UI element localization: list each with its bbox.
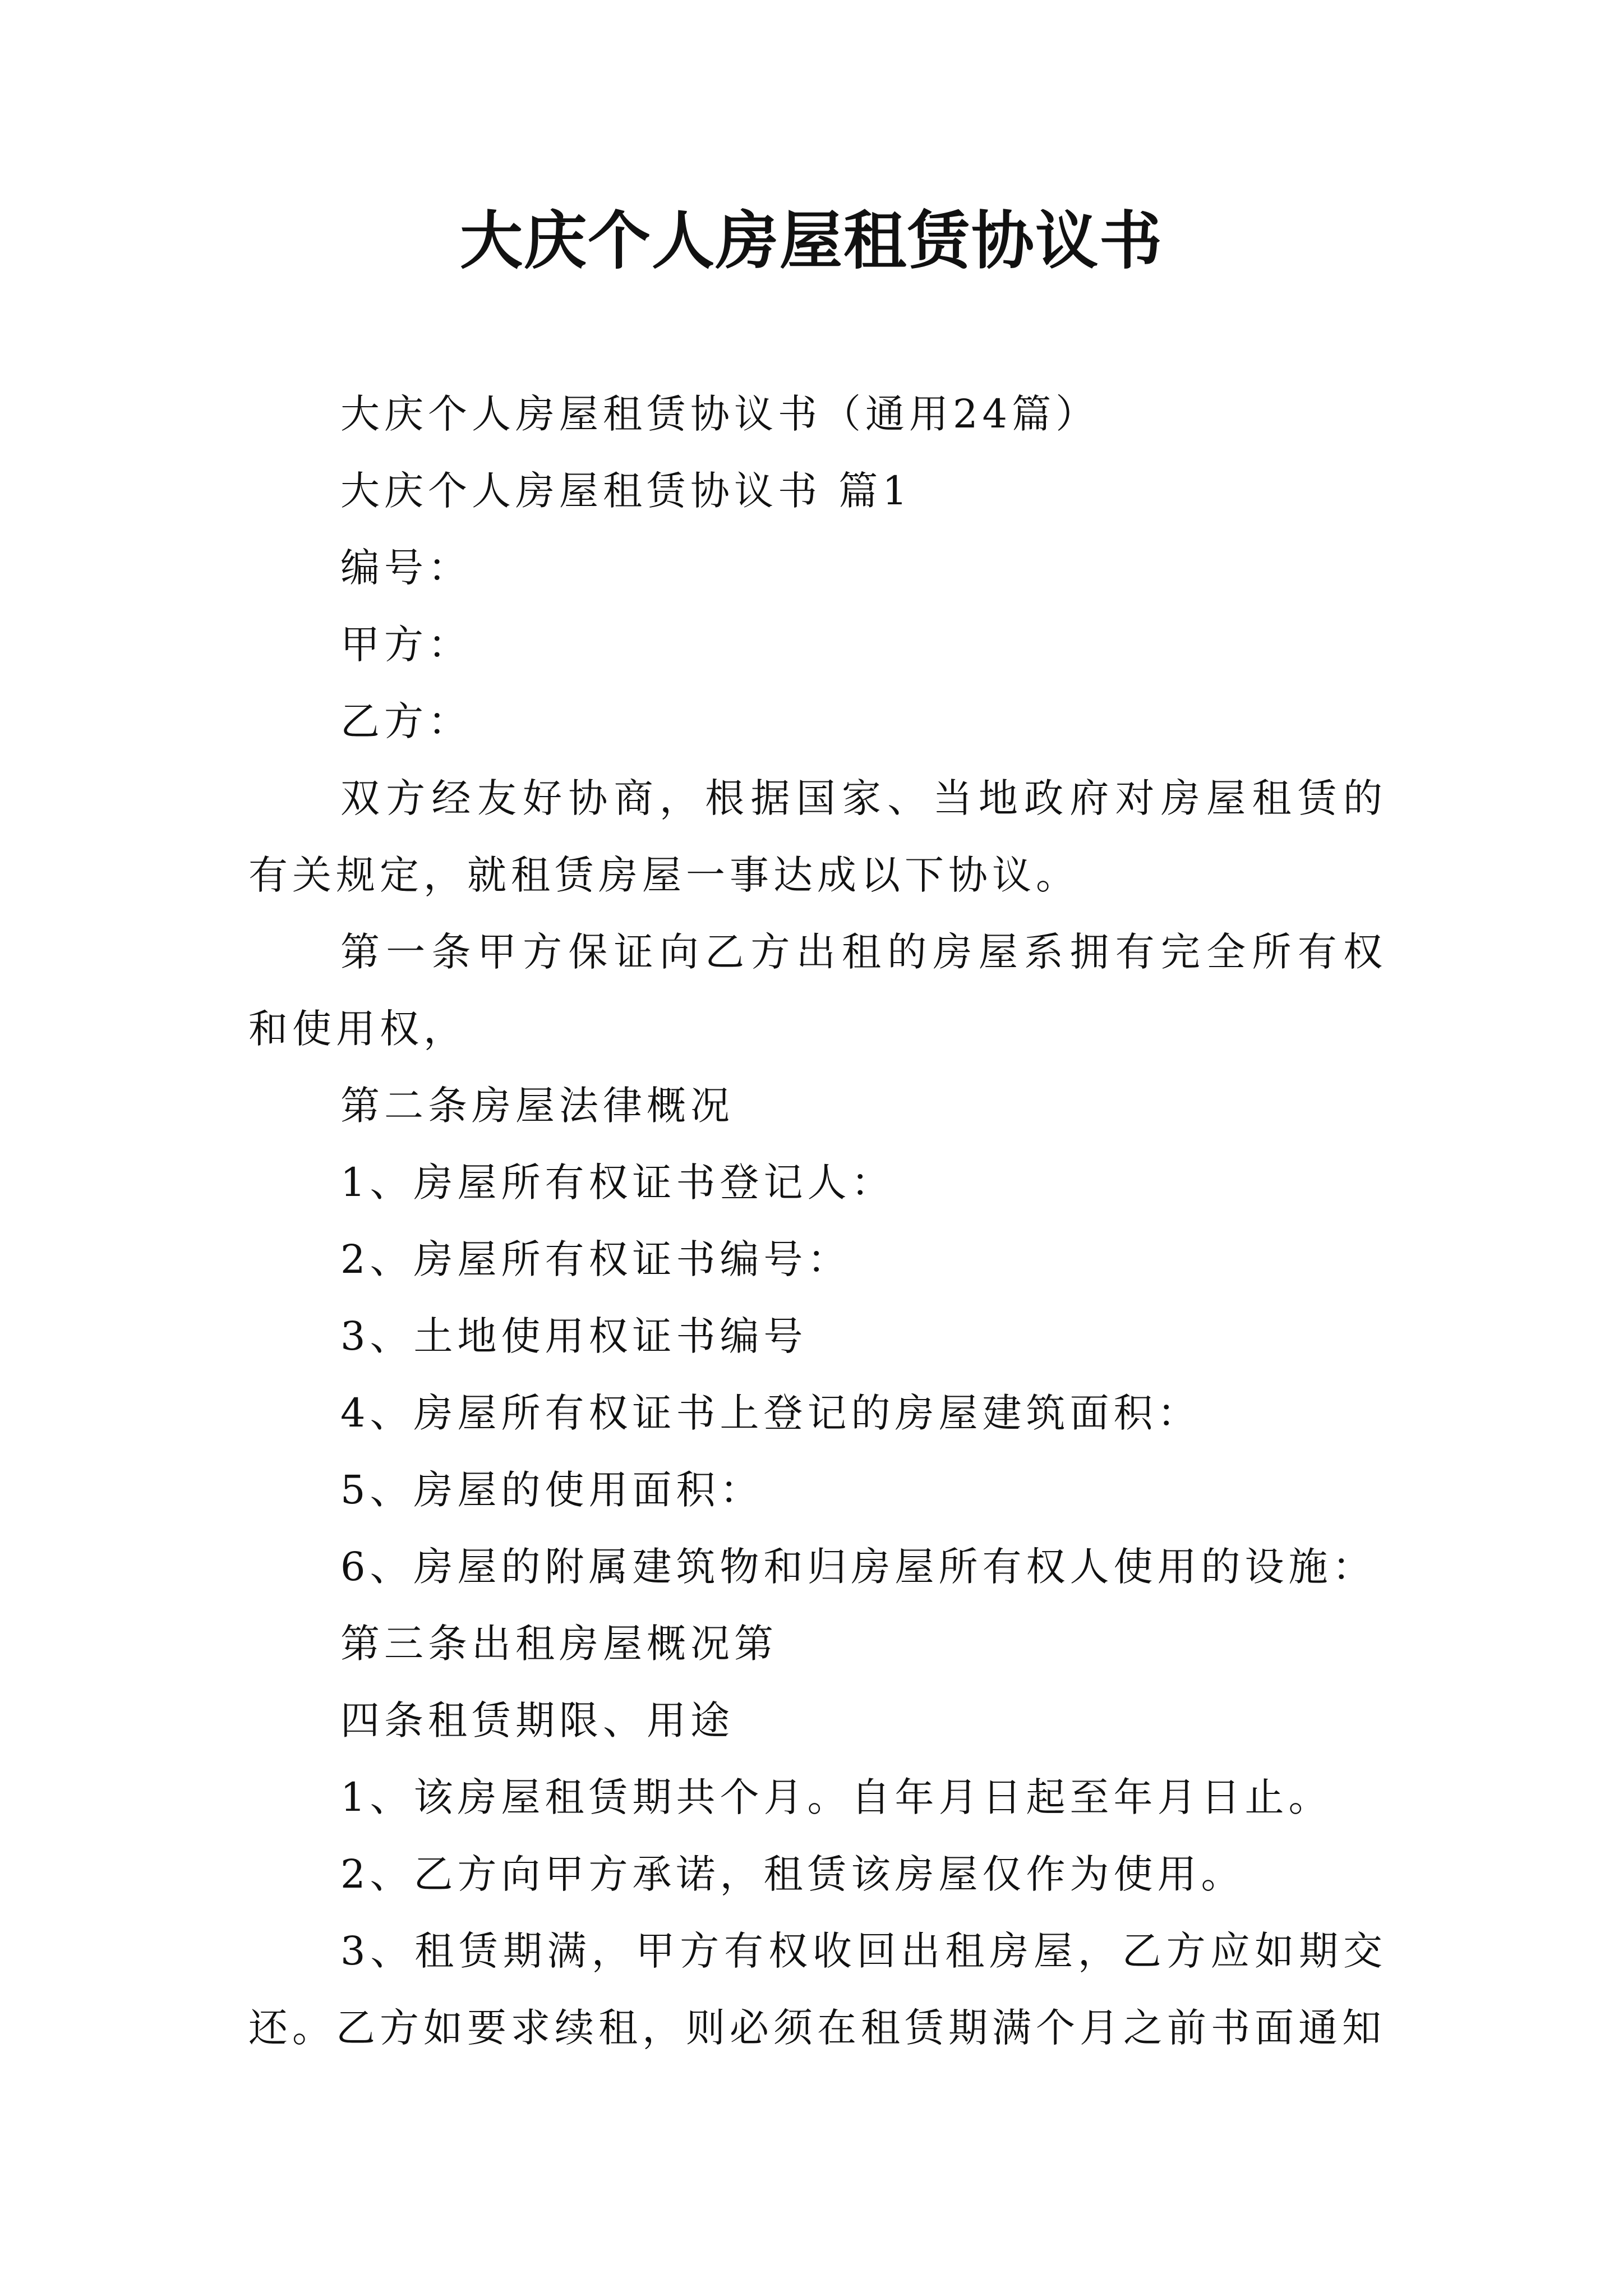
paragraph-item-1: 1、房屋所有权证书登记人： xyxy=(340,1159,895,1205)
paragraph-item-5: 5、房屋的使用面积： xyxy=(340,1467,764,1513)
paragraph-term-2: 2、乙方向甲方承诺，租赁该房屋仅作为使用。 xyxy=(340,1851,1245,1897)
paragraph-item-2: 2、房屋所有权证书编号： xyxy=(340,1236,851,1282)
paragraph-article-2: 第二条房屋法律概况 xyxy=(340,1083,734,1129)
paragraph-item-3: 3、土地使用权证书编号 xyxy=(340,1313,808,1359)
paragraph-agreement-intro: 双方经友好协商，根据国家、当地政府对房屋租赁的有关规定，就租赁房屋一事达成以下协议。 xyxy=(248,775,1387,898)
paragraph-party-a: 甲方： xyxy=(340,622,472,668)
paragraph-item-6: 6、房屋的附属建筑物和归房屋所有权人使用的设施： xyxy=(340,1544,1376,1590)
paragraph-subtitle: 大庆个人房屋租赁协议书（通用24篇） xyxy=(340,391,1100,437)
paragraph-article-4: 四条租赁期限、用途 xyxy=(340,1697,734,1743)
paragraph-article-3: 第三条出租房屋概况第 xyxy=(340,1621,778,1667)
paragraph-section-heading: 大庆个人房屋租赁协议书 篇1 xyxy=(340,468,912,514)
paragraph-item-4: 4、房屋所有权证书上登记的房屋建筑面积： xyxy=(340,1390,1201,1436)
paragraph-term-1: 1、该房屋租赁期共个月。自年月日起至年月日止。 xyxy=(340,1774,1332,1820)
paragraph-article-1: 第一条甲方保证向乙方出租的房屋系拥有完全所有权和使用权， xyxy=(248,929,1387,1052)
paragraph-number-field: 编号： xyxy=(340,545,472,591)
paragraph-term-3: 3、租赁期满，甲方有权收回出租房屋，乙方应如期交还。乙方如要求续租，则必须在租赁期满个月之前书面通知 xyxy=(248,1928,1387,2051)
document-title: 大庆个人房屋租赁协议书 xyxy=(460,204,1163,278)
paragraph-party-b: 乙方： xyxy=(340,698,472,744)
document-body xyxy=(248,376,1387,2067)
